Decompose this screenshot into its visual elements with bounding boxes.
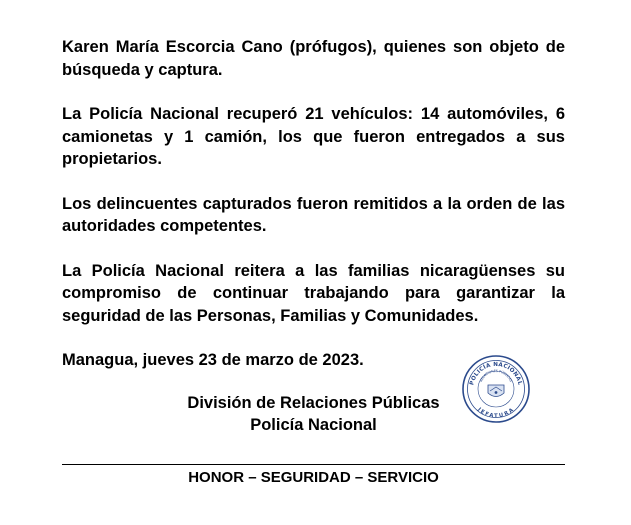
- seal-inner-text: RELACIONES PÚBLICAS: [479, 368, 513, 383]
- signature-division: División de Relaciones Públicas: [187, 394, 440, 412]
- dateline: Managua, jueves 23 de marzo de 2023.: [62, 351, 364, 369]
- signature-institution: Policía Nacional: [250, 416, 377, 434]
- paragraph-vehicles: La Policía Nacional recuperó 21 vehículos: 14 automóviles, 6 camionetas y 1 camión, los que fueron entregados a sus propietarios.: [62, 105, 565, 168]
- paragraph-fugitives: Karen María Escorcia Cano (prófugos), quienes son objeto de búsqueda y captura.: [62, 38, 565, 79]
- police-seal-icon: [461, 354, 531, 424]
- document-body: [62, 36, 565, 371]
- seal-bottom-text: JEFATURA: [476, 406, 516, 420]
- paragraph-commitment: La Policía Nacional reitera a las familias nicaragüenses su compromiso de continuar trabajando para garantizar la seguridad de las Personas, Familias y Comunidades.: [62, 261, 565, 325]
- paragraph-remitted: Los delincuentes capturados fueron remitidos a la orden de las autoridades competentes.: [62, 194, 565, 235]
- footer-divider: [62, 464, 565, 465]
- seal-top-text: POLICÍA NACIONAL: [469, 361, 523, 386]
- footer-motto: HONOR – SEGURIDAD – SERVICIO: [188, 469, 439, 486]
